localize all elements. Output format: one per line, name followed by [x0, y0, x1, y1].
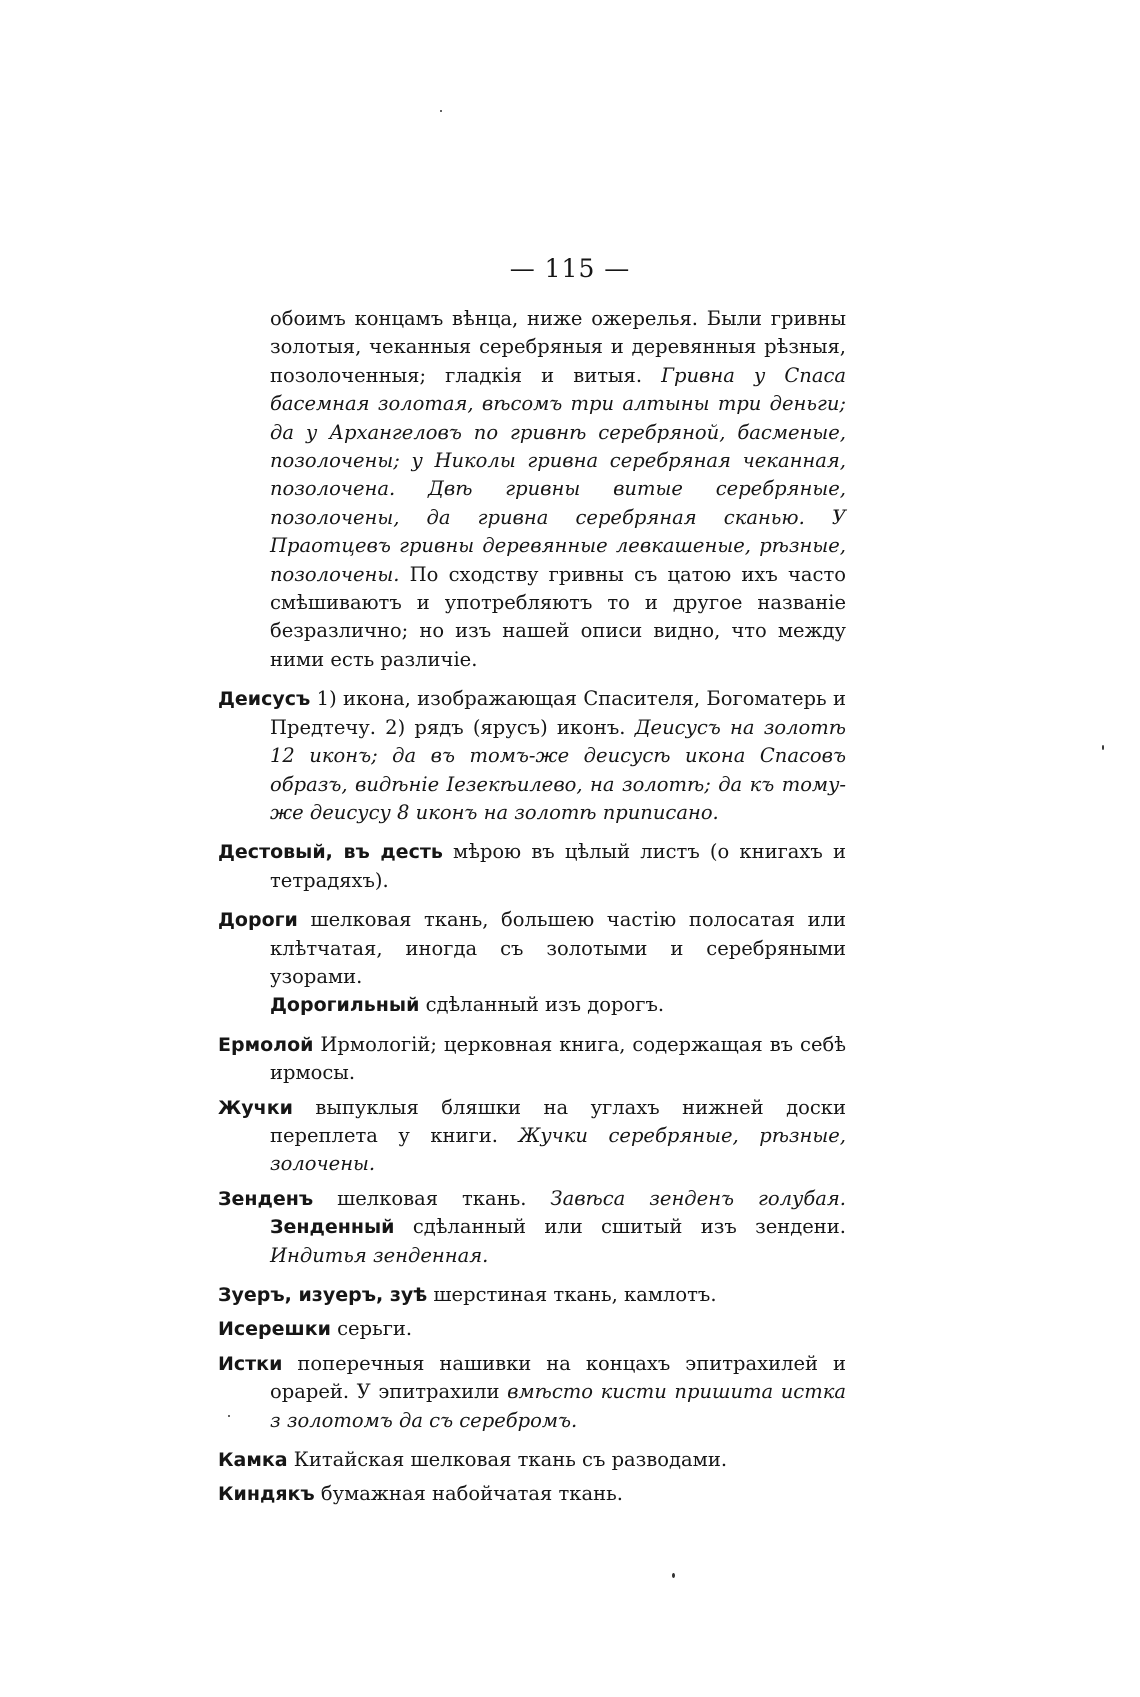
headword-iserezhki: Исерешки — [218, 1318, 331, 1341]
definition-zenden: шелковая ткань. — [313, 1186, 551, 1210]
definition-istki: поперечныя нашивки на концахъ эпитрахилей и орарей. У эпитрахили — [270, 1351, 846, 1404]
quote-zenden: Завѣса зенденъ голубая. — [550, 1186, 846, 1210]
quote-deisus: Деисусъ на золотѣ 12 иконъ; да въ томъ-же деисусѣ икона Спасовъ образъ, видѣніе Іезекѣилево, на золотѣ; да къ тому-же деисусу 8 иконъ на золотѣ приписано. — [270, 715, 846, 824]
entry-iserezhki — [218, 1315, 846, 1343]
entry-destovy — [218, 838, 846, 895]
entry-zhuchki — [218, 1094, 846, 1179]
headword-zuer: Зуеръ, изуеръ, зуѣ — [218, 1284, 428, 1306]
entry-zenden — [218, 1185, 846, 1270]
intro-text-1: обоимъ концамъ вѣнца, ниже ожерелья. Были гривны золотыя, чеканныя серебряныя и деревянныя рѣзныя, позолоченныя; гладкія и витыя. — [270, 307, 846, 387]
entry-kindyak — [218, 1480, 846, 1508]
definition-iserezhki: серьги. — [330, 1317, 413, 1341]
definition-kamka: Китайская шелковая ткань съ разводами. — [287, 1448, 728, 1472]
quote-zhuchki: Жучки серебряные, рѣзные, золочены. — [270, 1123, 847, 1176]
headword-ermoloy: Ермолой — [218, 1033, 314, 1056]
entry-ermoloy — [218, 1031, 846, 1088]
headword-zhuchki: Жучки — [218, 1096, 293, 1119]
subentry-dorogilny — [270, 991, 846, 1019]
page-number: — 115 — — [509, 254, 631, 283]
headword-zendenny: Зенденный — [270, 1216, 395, 1239]
page-body — [218, 305, 846, 1509]
continuation-paragraph — [218, 305, 846, 674]
headword-kindyak: Киндякъ — [218, 1483, 315, 1506]
headword-istki: Истки — [218, 1352, 283, 1375]
scan-speck — [228, 1415, 230, 1417]
quote-zendenny: Индитья зенденная. — [270, 1243, 489, 1267]
intro-quote: Гривна у Спаса басемная золотая, вѣсомъ три алтыны три деньги; да у Архангеловъ по гривнѣ серебряной, басменые, позолочены; у Николы гривна серебряная чеканная, позолочена. Двѣ гривны витые серебряные, позолочены, да гривна серебряная сканью. У Праотцевъ гривны деревянные левкашеные, рѣзные, позолочены. — [270, 363, 846, 586]
headword-deisus: Деисусъ — [218, 688, 311, 711]
definition-deisus: 1) икона, изображающая Спасителя, Богоматерь и Предтечу. 2) рядъ (ярусъ) иконъ. — [270, 687, 846, 739]
headword-destovy: Дестовый, въ десть — [218, 841, 443, 864]
definition-destovy: мѣрою въ цѣлый листъ (о книгахъ и тетрадяхъ). — [270, 840, 846, 892]
headword-zenden: Зенденъ — [218, 1187, 314, 1210]
definition-ermoloy: Ирмологій; церковная книга, содержащая въ себѣ ирмосы. — [270, 1032, 846, 1085]
quote-istki: вмѣсто кисти пришита истка з золотомъ да съ серебромъ. — [270, 1380, 846, 1432]
headword-kamka: Камка — [218, 1449, 288, 1472]
entry-zuer — [218, 1281, 846, 1309]
entry-deisus — [218, 685, 846, 827]
definition-dorogi: шелковая ткань, большею частію полосатая или клѣтчатая, иногда съ золотыми и серебряными узорами. — [270, 908, 846, 988]
headword-dorogilny: Дорогильный — [270, 994, 420, 1017]
definition-zuer: шерстиная ткань, камлотъ. — [427, 1283, 717, 1306]
scan-speck — [1102, 745, 1104, 750]
definition-zendenny: сдѣланный или сшитый изъ зендени. — [394, 1215, 846, 1239]
intro-text-2: По сходству гривны съ цатою ихъ часто смѣшиваютъ и употребляютъ то и другое названіе безразлично; но изъ нашей описи видно, что между ними есть различіе. — [270, 562, 846, 671]
scan-speck — [440, 110, 442, 112]
definition-kindyak: бумажная набойчатая ткань. — [314, 1482, 623, 1506]
headword-dorogi: Дороги — [218, 909, 298, 932]
definition-dorogilny: сдѣланный изъ дорогъ. — [419, 993, 665, 1017]
entry-dorogi — [218, 906, 846, 1020]
entry-istki — [218, 1350, 846, 1435]
definition-zhuchki: выпуклыя бляшки на углахъ нижней доски переплета у книги. — [270, 1095, 846, 1147]
entry-kamka — [218, 1446, 846, 1474]
scan-speck — [672, 1573, 675, 1578]
